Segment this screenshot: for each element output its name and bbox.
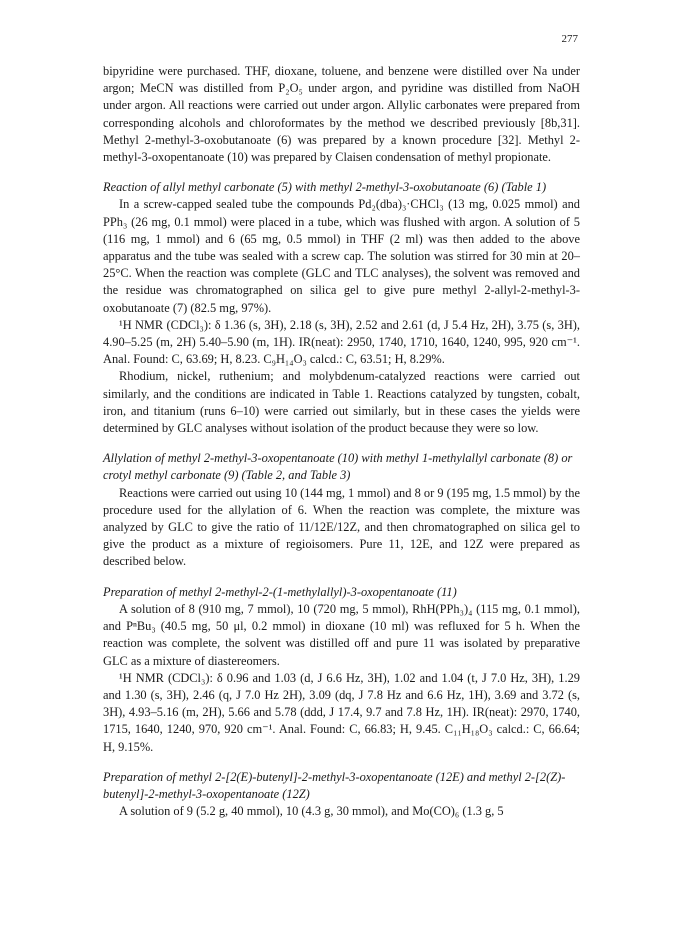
section-heading-preparation-12: Preparation of methyl 2-[2(E)-butenyl]-2-methyl-3-oxopentanoate (12E) and methyl 2-[2(Z)-butenyl]-2-methyl-3-oxopentanoate (12Z) xyxy=(103,769,566,801)
allylation-paragraph: Reactions were carried out using 10 (144 mg, 1 mmol) and 8 or 9 (195 mg, 1.5 mmol) by the procedure used for the allylation of 6. When the reaction was complete, the mixture was analyzed by GLC to give the ratio of 11/12E/12Z, and then chromatographed on silica gel to give the product as a mixture of regioisomers. Pure 11, 12E, and 12Z were prepared as described below. xyxy=(103,485,580,569)
nmr-data-paragraph-11: ¹H NMR (CDCl₃): δ 0.96 and 1.03 (d, J 6.6 Hz, 3H), 1.02 and 1.04 (t, J 7.0 Hz, 3H), 1.29 and 1.30 (s, 3H), 2.46 (q, J 7.0 Hz 2H), 3.09 (dq, J 7.8 Hz and 6.6 Hz, 1H), 3.69 and 3.72 (s, 3H), 4.93–5.16 (m, 2H), 5.66 and 5.78 (ddd, J 17.4, 9.7 and 7.8 Hz, 1H). IR(neat): 2970, 1740, 1715, 1640, 1240, 970, 920 cm⁻¹. Anal. Found: C, 66.83; H, 9.45. C₁₁H₁₈O₃ calcd.: C, 66.64; H, 9.15%. xyxy=(103,670,580,754)
page-number: 277 xyxy=(561,33,578,45)
procedure-paragraph: In a screw-capped sealed tube the compounds Pd₂(dba)₃·CHCl₃ (13 mg, 0.025 mmol) and PPh₃ (26 mg, 0.1 mmol) were placed in a tube, which was flushed with argon. A solution of 5 (116 mg, 1 mmol) and 6 (65 mg, 0.5 mmol) in THF (2 ml) was then added to the above apparatus and the tube was sealed with a screw cap. The solution was stirred for 30 min at 20–25°C. When the reaction was complete (GLC and TLC analyses), the solvent was removed and the residue was chromatographed on silica gel to give pure methyl 2-allyl-2-methyl-3-oxobutanoate (7) (82.5 mg, 97%). xyxy=(103,197,580,315)
section-heading-preparation-11: Preparation of methyl 2-methyl-2-(1-methylallyl)-3-oxopentanoate (11) xyxy=(103,584,457,599)
preparation-paragraph-12: A solution of 9 (5.2 g, 40 mmol), 10 (4.3 g, 30 mmol), and Mo(CO)₆ (1.3 g, 5 xyxy=(119,804,504,819)
intro-paragraph: bipyridine were purchased. THF, dioxane, toluene, and benzene were distilled over Na under argon; MeCN was distilled from P₂O₅ under argon, and pyridine was distilled from NaOH under argon. All reactions were carried out under argon. Allylic carbonates were prepared from corresponding alcohols and chloroformates by the method we described previously [8b,31]. Methyl 2-methyl-3-oxobutanoate (6) was prepared by a known procedure [32]. Methyl 2-methyl-3-oxopentanoate (10) was prepared by Claisen condensation of methyl propionate. xyxy=(103,64,580,165)
article-body xyxy=(103,63,580,820)
preparation-paragraph: A solution of 8 (910 mg, 7 mmol), 10 (720 mg, 5 mmol), RhH(PPh₃)₄ (115 mg, 0.1 mmol), and PⁿBu₃ (40.5 mg, 50 μl, 0.2 mmol) in dioxane (10 ml) was refluxed for 5 h. When the reaction was complete, the solvent was distilled off and pure 11 was isolated by preparative GLC as a mixture of diastereomers. xyxy=(103,601,580,668)
catalyst-notes-paragraph: Rhodium, nickel, ruthenium; and molybdenum-catalyzed reactions were carried out similarly, and the conditions are indicated in Table 1. Reactions catalyzed by tungsten, cobalt, iron, and titanium (runs 6–10) were carried out similarly, but in these cases the yields were determined by GLC analyses without isolation of the product because they were so low. xyxy=(103,369,580,436)
section-heading-allylation: Allylation of methyl 2-methyl-3-oxopentanoate (10) with methyl 1-methylallyl carbonate (8) or crotyl methyl carbonate (9) (Table 2, and Table 3) xyxy=(103,451,573,483)
nmr-data-paragraph: ¹H NMR (CDCl₃): δ 1.36 (s, 3H), 2.18 (s, 3H), 2.52 and 2.61 (d, J 5.4 Hz, 2H), 3.75 (s, 3H), 4.90–5.25 (m, 2H) 5.40–5.90 (m, 1H). IR(neat): 2950, 1740, 1710, 1640, 1240, 995, 920 cm⁻¹. Anal. Found: C, 63.69; H, 8.23. C₉H₁₄O₃ calcd.: C, 63.51; H, 8.29%. xyxy=(103,317,580,367)
section-heading-allyl-reaction: Reaction of allyl methyl carbonate (5) with methyl 2-methyl-3-oxobutanoate (6) (Table 1) xyxy=(103,180,547,195)
